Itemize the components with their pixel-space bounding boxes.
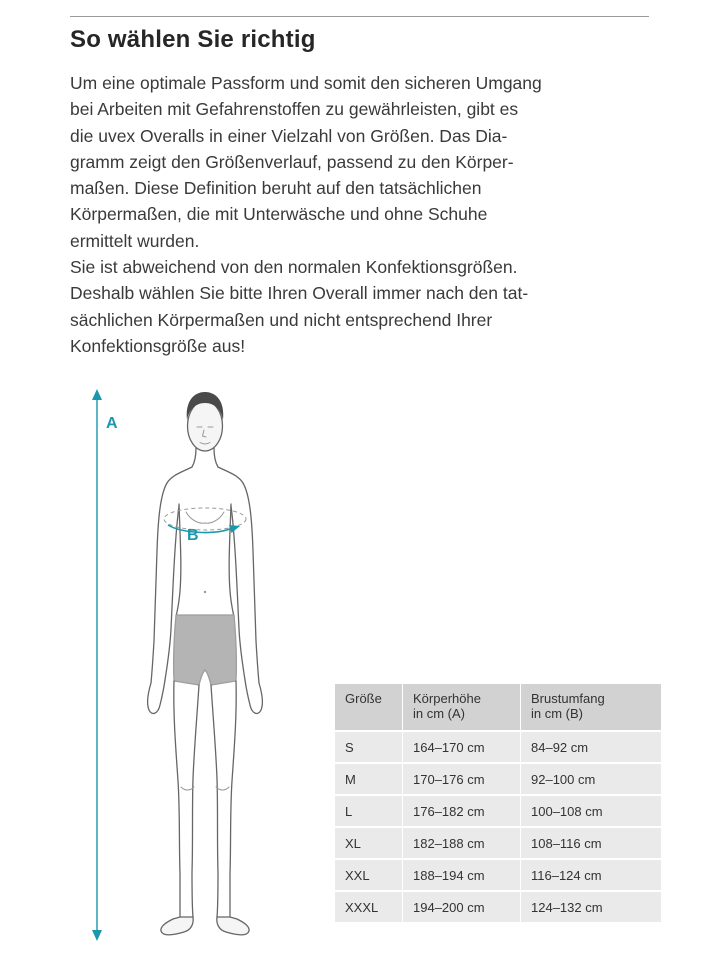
height-arrow [92,389,102,941]
shorts [174,615,237,685]
size-table [335,684,661,922]
col-header-height [403,684,520,730]
height-cell: 164–170 cm [403,732,520,762]
body-line: maßen. Diese Definition beruht auf den tatsächlichen [70,178,482,199]
intro-paragraph [70,70,655,359]
body-line: Deshalb wählen Sie bitte Ihren Overall immer nach den tat- [70,283,529,304]
header-chest-unit: in cm (B) [531,706,583,721]
col-header-size [335,684,402,730]
body-line: sächlichen Körpermaßen und nicht entsprechend Ihrer [70,309,493,330]
chest-cell: 116–124 cm [521,860,661,890]
size-cell: S [335,732,402,762]
size-cell: XXXL [335,892,402,922]
human-figure-diagram [75,386,325,946]
height-cell: 176–182 cm [403,796,520,826]
header-height-label: Körperhöhe [413,691,481,706]
chest-cell: 84–92 cm [521,732,661,762]
body-line: die uvex Overalls in einer Vielzahl von Größen. Das Dia- [70,125,508,146]
top-rule [70,16,649,17]
chest-arrow [168,525,240,533]
col-header-chest [521,684,661,730]
height-cell: 194–200 cm [403,892,520,922]
body-line: bei Arbeiten mit Gefahrenstoffen zu gewährleisten, gibt es [70,99,519,120]
body-line: Körpermaßen, die mit Unterwäsche und ohne Schuhe [70,204,488,225]
header-size-label: Größe [345,691,382,706]
page-title: So wählen Sie richtig [70,26,316,53]
body-line: Konfektionsgröße aus! [70,335,246,356]
header-chest-label: Brustumfang [531,691,605,706]
height-cell: 182–188 cm [403,828,520,858]
body-line: ermittelt wurden. [70,230,200,251]
chest-cell: 108–116 cm [521,828,661,858]
height-cell: 170–176 cm [403,764,520,794]
body-line: gramm zeigt den Größenverlauf, passend zu den Körper- [70,151,514,172]
height-cell: 188–194 cm [403,860,520,890]
chest-cell: 124–132 cm [521,892,661,922]
header-height-unit: in cm (A) [413,706,465,721]
chest-cell: 92–100 cm [521,764,661,794]
size-cell: L [335,796,402,826]
body-outline [148,392,263,935]
label-a: A [106,415,118,432]
size-cell: XXL [335,860,402,890]
label-b: B [187,527,199,544]
chest-cell: 100–108 cm [521,796,661,826]
size-cell: XL [335,828,402,858]
body-line: Um eine optimale Passform und somit den sicheren Umgang [70,73,542,93]
body-line: Sie ist abweichend von den normalen Konfektionsgrößen. [70,257,518,278]
size-cell: M [335,764,402,794]
